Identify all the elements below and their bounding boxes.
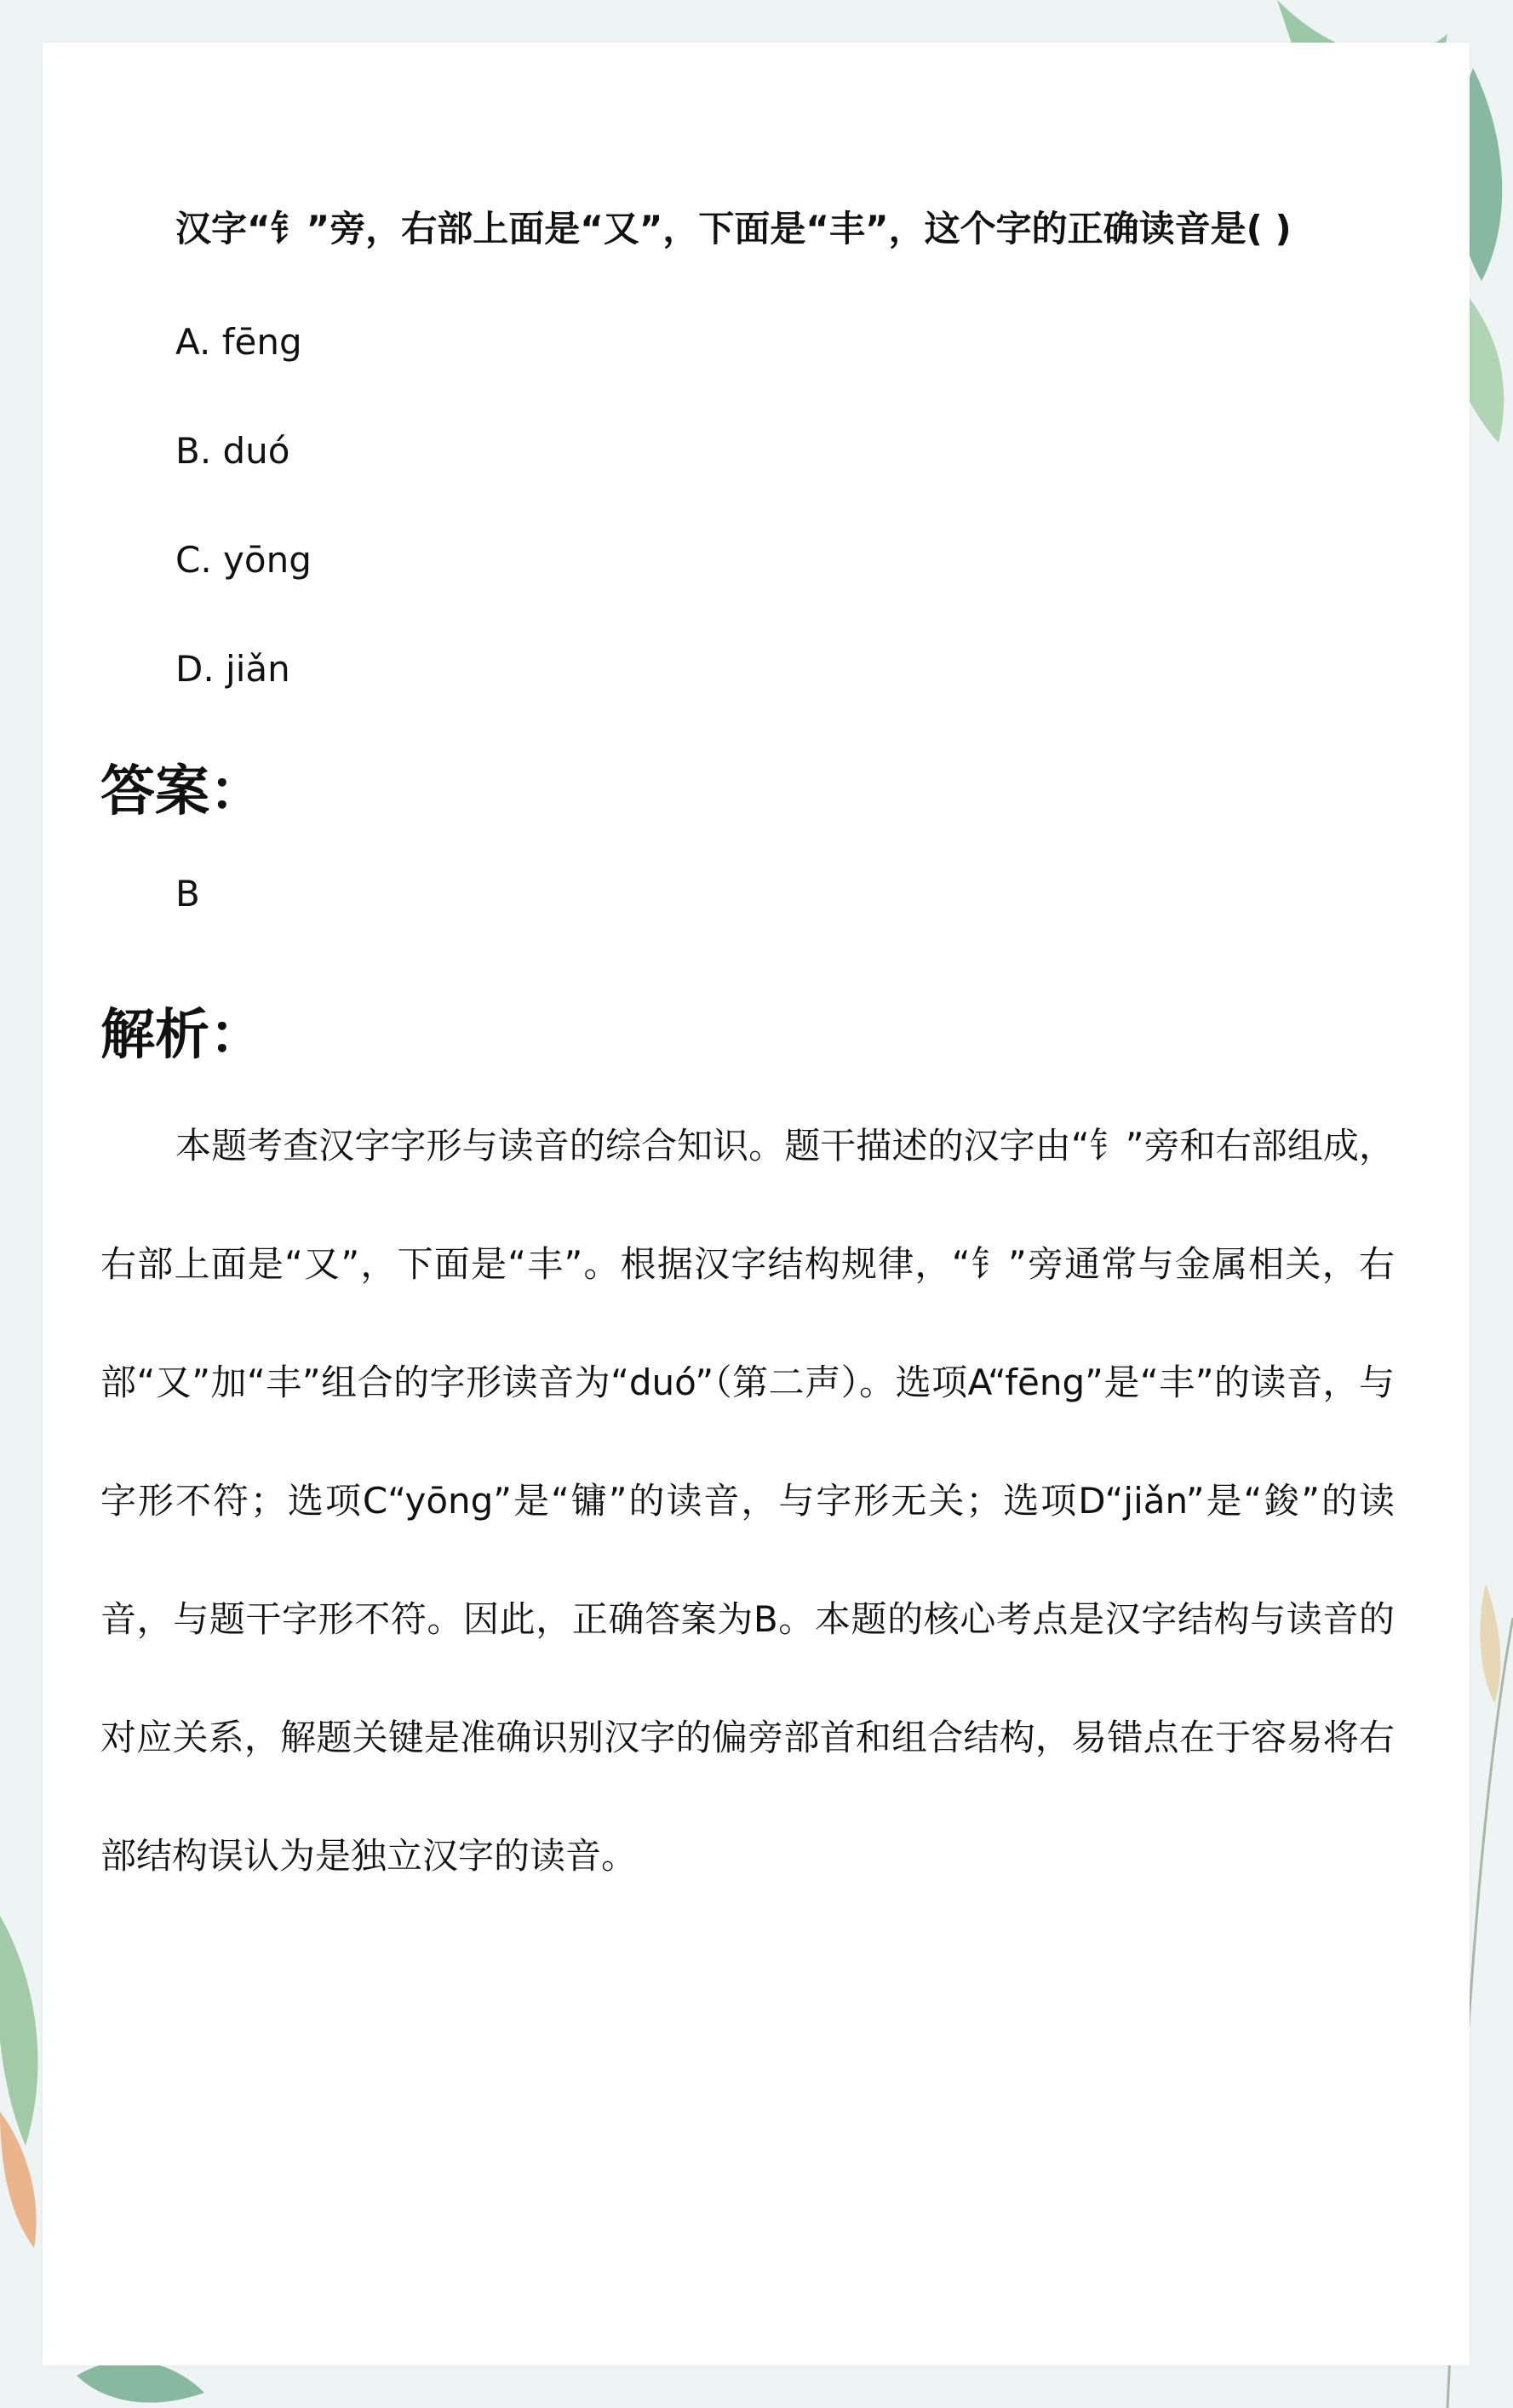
leaf-icon — [77, 2361, 204, 2403]
leaf-icon — [0, 1916, 37, 2146]
document-content — [100, 170, 1429, 1915]
question-block — [100, 170, 1429, 288]
option-b: B. duó — [175, 430, 290, 472]
answer-value: B — [175, 873, 200, 914]
leaf-icon — [0, 2112, 37, 2248]
answer-section — [100, 749, 1429, 954]
analysis-section — [100, 993, 1429, 1915]
analysis-title: 解析： — [100, 1004, 264, 1067]
analysis-text: 本题考查汉字字形与读音的综合知识。题干描述的汉字由“钅”旁和右部组成，右部上面是“又”，下面是“丰”。根据汉字结构规律，“钅”旁通常与金属相关，右部“又”加“丰”组合的字形读音为“duó”（第二声）。选项A“fēng”是“丰”的读音，与字形不符；选项C“yōng”是“镛”的读音，与字形无关；选项D“jiǎn”是“鋑”的读音，与题干字形不符。因此，正确答案为B。本题的核心考点是汉字结构与读音的对应关系，解题关键是准确识别汉字的偏旁部首和组合结构，易错点在于容易将右部结构误认为是独立汉字的读音。 — [100, 1125, 1395, 1877]
option-a: A. fēng — [175, 321, 302, 363]
leaf-icon — [1480, 1584, 1500, 1703]
document-card — [43, 43, 1470, 2365]
answer-title: 答案： — [100, 760, 264, 823]
question-text: 汉字“钅”旁，右部上面是“又”，下面是“丰”，这个字的正确读音是( ) — [175, 208, 1292, 249]
options-list — [100, 288, 1429, 724]
option-c: C. yōng — [175, 539, 312, 581]
option-d: D. jiǎn — [175, 648, 290, 690]
